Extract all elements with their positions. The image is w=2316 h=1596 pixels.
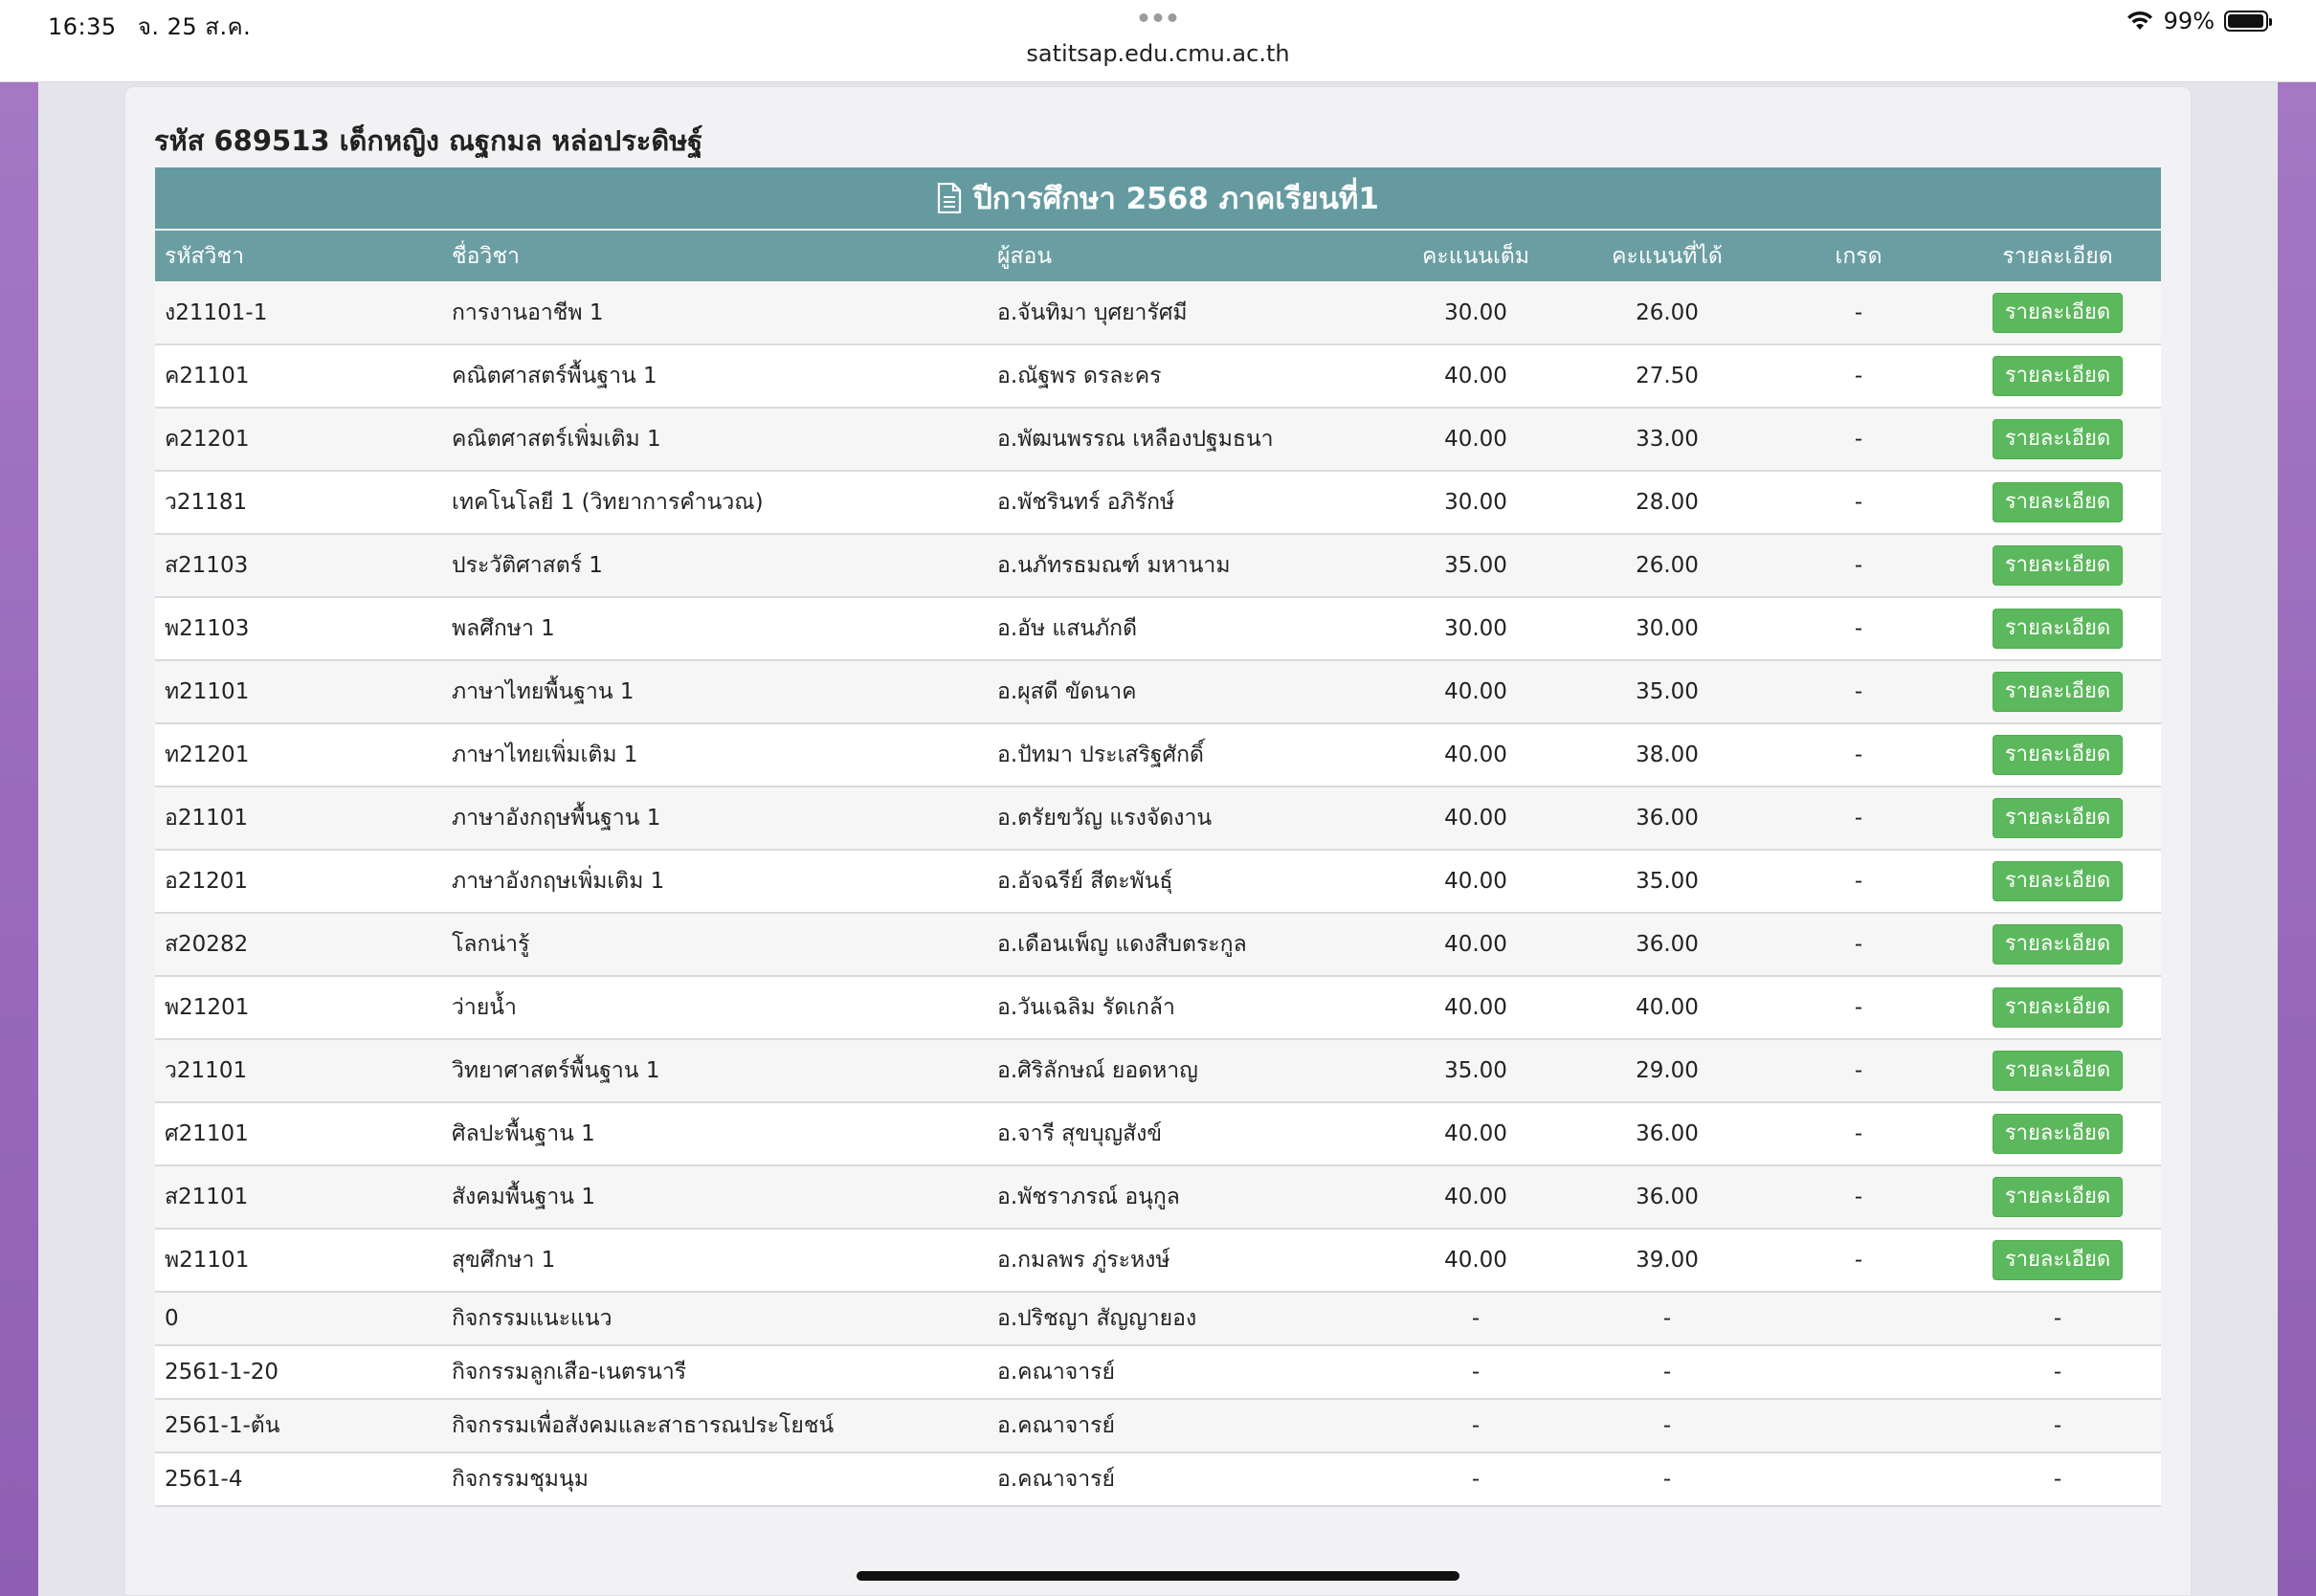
table-row	[155, 1229, 2161, 1292]
grade: -	[1854, 869, 1863, 894]
subject-code: พ21201	[165, 995, 250, 1020]
teacher-name: อ.คณาจารย์	[997, 1413, 1115, 1438]
clock-time: 16:35	[48, 13, 117, 40]
year-title: ปีการศึกษา 2568 ภาคเรียนที่1	[973, 182, 1379, 216]
obtained-score: 26.00	[1636, 553, 1699, 578]
obtained-score: 27.50	[1636, 364, 1699, 388]
obtained-score: 38.00	[1636, 743, 1699, 767]
detail-button[interactable]: รายละเอียด	[1993, 1114, 2123, 1154]
activity-row	[155, 1399, 2161, 1452]
full-score: -	[1471, 1306, 1481, 1331]
activity-row	[155, 1345, 2161, 1399]
header-teacher: ผู้สอน	[988, 230, 1380, 281]
obtained-score: 35.00	[1636, 869, 1699, 894]
grade	[1763, 1452, 1954, 1506]
subject-code: ศ21101	[165, 1121, 249, 1146]
detail-cell	[1954, 344, 2161, 408]
grades-table	[155, 229, 2161, 1507]
browser-top-bar	[0, 0, 2316, 82]
header-full-score: คะแนนเต็ม	[1380, 230, 1571, 281]
subject-name: ศิลปะพื้นฐาน 1	[452, 1121, 595, 1146]
table-row	[155, 534, 2161, 597]
header-score: คะแนนที่ได้	[1571, 230, 1763, 281]
activity-name: กิจกรรมเพื่อสังคมและสาธารณประโยชน์	[452, 1413, 835, 1438]
obtained-score: 28.00	[1636, 490, 1699, 515]
table-row	[155, 913, 2161, 976]
detail-cell	[1954, 723, 2161, 787]
full-score: 40.00	[1444, 1248, 1507, 1273]
subject-name: ว่ายน้ำ	[452, 995, 517, 1020]
subject-name: การงานอาชีพ 1	[452, 299, 604, 325]
table-header-row	[155, 230, 2161, 281]
subject-code: อ21201	[165, 869, 248, 894]
full-score: 40.00	[1444, 932, 1507, 957]
detail-cell: -	[2053, 1413, 2062, 1438]
teacher-name: อ.อัจฉรีย์ สีตะพันธุ์	[997, 869, 1173, 894]
obtained-score: -	[1662, 1306, 1672, 1331]
full-score: 40.00	[1444, 364, 1507, 388]
obtained-score: 35.00	[1636, 679, 1699, 704]
header-grade: เกรด	[1763, 230, 1954, 281]
table-row	[155, 408, 2161, 471]
activity-code: 2561-1-20	[165, 1360, 279, 1385]
table-row	[155, 660, 2161, 723]
subject-code: ว21181	[165, 490, 248, 515]
grade: -	[1854, 679, 1863, 704]
status-date: จ. 25 ส.ค.	[137, 13, 252, 40]
detail-button[interactable]: รายละเอียด	[1993, 735, 2123, 775]
year-semester-header	[155, 167, 2161, 229]
activity-name: กิจกรรมแนะแนว	[452, 1306, 612, 1331]
teacher-name: อ.กมลพร ภู่ระหงษ์	[997, 1248, 1170, 1273]
detail-cell	[1954, 597, 2161, 660]
teacher-name: อ.ตรัยขวัญ แรงจัดงาน	[997, 806, 1213, 831]
obtained-score: 33.00	[1636, 427, 1699, 452]
detail-cell	[1954, 660, 2161, 723]
grades-table-container	[155, 167, 2161, 1507]
full-score: 40.00	[1444, 1185, 1507, 1209]
obtained-score: 39.00	[1636, 1248, 1699, 1273]
obtained-score: 29.00	[1636, 1058, 1699, 1083]
teacher-name: อ.ปริชญา สัญญายอง	[997, 1306, 1197, 1331]
obtained-score: 40.00	[1636, 995, 1699, 1020]
home-indicator[interactable]	[857, 1571, 1459, 1581]
wifi-icon	[2126, 11, 2154, 32]
subject-code: ง21101-1	[165, 299, 268, 325]
grades-table-body	[155, 281, 2161, 1506]
table-row	[155, 1102, 2161, 1165]
obtained-score: 36.00	[1636, 1185, 1699, 1209]
subject-code: พ21103	[165, 616, 250, 641]
subject-code: ส21103	[165, 553, 249, 578]
subject-name: พลศึกษา 1	[452, 616, 555, 641]
grade	[1763, 1345, 1954, 1399]
activity-code: 2561-4	[165, 1467, 243, 1492]
grade: -	[1854, 1248, 1863, 1273]
detail-button[interactable]: รายละเอียด	[1993, 356, 2123, 396]
subject-code: ส21101	[165, 1185, 249, 1209]
grade: -	[1854, 490, 1863, 515]
detail-button[interactable]: รายละเอียด	[1993, 482, 2123, 522]
subject-code: ท21101	[165, 679, 250, 704]
teacher-name: อ.พัฒนพรรณ เหลืองปฐมธนา	[997, 427, 1274, 452]
detail-button[interactable]: รายละเอียด	[1993, 924, 2123, 964]
full-score: 35.00	[1444, 553, 1507, 578]
header-detail: รายละเอียด	[1954, 230, 2161, 281]
table-row	[155, 723, 2161, 787]
grade: -	[1854, 1121, 1863, 1146]
full-score: 35.00	[1444, 1058, 1507, 1083]
detail-cell: -	[2053, 1467, 2062, 1492]
teacher-name: อ.ผุสดี ขัดนาค	[997, 679, 1137, 704]
subject-name: สังคมพื้นฐาน 1	[452, 1185, 595, 1209]
subject-code: ส20282	[165, 932, 249, 957]
subject-name: วิทยาศาสตร์พื้นฐาน 1	[452, 1058, 660, 1083]
detail-cell	[1954, 787, 2161, 850]
grade: -	[1854, 743, 1863, 767]
full-score: 30.00	[1444, 616, 1507, 641]
table-row	[155, 281, 2161, 344]
teacher-name: อ.จารี สุขบุญสังข์	[997, 1121, 1163, 1146]
subject-name: คณิตศาสตร์เพิ่มเติม 1	[452, 427, 661, 452]
grade: -	[1854, 995, 1863, 1020]
table-row	[155, 344, 2161, 408]
teacher-name: อ.อัษ แสนภักดี	[997, 616, 1138, 641]
detail-button[interactable]: รายละเอียด	[1993, 1240, 2123, 1280]
subject-name: ประวัติศาสตร์ 1	[452, 553, 603, 578]
grade: -	[1854, 364, 1863, 388]
full-score: -	[1471, 1467, 1481, 1492]
teacher-name: อ.ศิริลักษณ์ ยอดหาญ	[997, 1058, 1198, 1083]
status-indicators	[2126, 8, 2268, 34]
teacher-name: อ.ปัทมา ประเสริฐศักดิ์	[997, 743, 1204, 767]
grade: -	[1854, 806, 1863, 831]
subject-name: ภาษาไทยเพิ่มเติม 1	[452, 743, 638, 767]
obtained-score: 26.00	[1636, 299, 1699, 325]
grade: -	[1854, 932, 1863, 957]
grade: -	[1854, 299, 1863, 325]
detail-button[interactable]: รายละเอียด	[1993, 545, 2123, 586]
table-row	[155, 1165, 2161, 1229]
table-row	[155, 471, 2161, 534]
obtained-score: -	[1662, 1413, 1672, 1438]
detail-button[interactable]: รายละเอียด	[1993, 1051, 2123, 1091]
detail-button[interactable]: รายละเอียด	[1993, 987, 2123, 1028]
detail-button[interactable]: รายละเอียด	[1993, 419, 2123, 459]
full-score: 40.00	[1444, 743, 1507, 767]
detail-cell: -	[2053, 1360, 2062, 1385]
obtained-score: -	[1662, 1360, 1672, 1385]
activity-row	[155, 1292, 2161, 1345]
teacher-name: อ.วันเฉลิม รัดเกล้า	[997, 995, 1175, 1020]
grade: -	[1854, 1058, 1863, 1083]
subject-name: ภาษาอังกฤษเพิ่มเติม 1	[452, 869, 665, 894]
full-score: 40.00	[1444, 806, 1507, 831]
table-row	[155, 850, 2161, 913]
table-row	[155, 976, 2161, 1039]
grade	[1763, 1399, 1954, 1452]
detail-button[interactable]: รายละเอียด	[1993, 609, 2123, 649]
document-icon	[937, 183, 962, 213]
detail-cell	[1954, 913, 2161, 976]
detail-button[interactable]: รายละเอียด	[1993, 293, 2123, 333]
battery-icon	[2224, 11, 2268, 32]
detail-cell	[1954, 976, 2161, 1039]
teacher-name: อ.คณาจารย์	[997, 1467, 1115, 1492]
more-dots-icon[interactable]	[1140, 13, 1177, 22]
detail-button[interactable]: รายละเอียด	[1993, 798, 2123, 838]
subject-code: ค21201	[165, 427, 250, 452]
url-bar[interactable]	[0, 40, 2316, 67]
detail-cell: -	[2053, 1306, 2062, 1331]
table-row	[155, 1039, 2161, 1102]
table-row	[155, 787, 2161, 850]
subject-code: ท21201	[165, 743, 250, 767]
detail-cell	[1954, 471, 2161, 534]
obtained-score: 36.00	[1636, 806, 1699, 831]
detail-cell	[1954, 1229, 2161, 1292]
grade: -	[1854, 427, 1863, 452]
subject-name: เทคโนโลยี 1 (วิทยาการคำนวณ)	[452, 490, 764, 515]
obtained-score: 36.00	[1636, 932, 1699, 957]
detail-button[interactable]: รายละเอียด	[1993, 672, 2123, 712]
full-score: 40.00	[1444, 869, 1507, 894]
teacher-name: อ.เดือนเพ็ญ แดงสืบตระกูล	[997, 932, 1247, 957]
full-score: 40.00	[1444, 679, 1507, 704]
subject-name: ภาษาอังกฤษพื้นฐาน 1	[452, 806, 661, 831]
detail-cell	[1954, 408, 2161, 471]
battery-percent: 99%	[2163, 8, 2215, 34]
full-score: 30.00	[1444, 299, 1507, 325]
activity-name: กิจกรรมลูกเสือ-เนตรนารี	[452, 1360, 687, 1385]
teacher-name: อ.จันทิมา บุศยารัศมี	[997, 299, 1188, 325]
full-score: -	[1471, 1413, 1481, 1438]
grade	[1763, 1292, 1954, 1345]
detail-cell	[1954, 850, 2161, 913]
subject-code: ค21101	[165, 364, 250, 388]
subject-code: อ21101	[165, 806, 248, 831]
teacher-name: อ.พัชราภรณ์ อนุกูล	[997, 1185, 1180, 1209]
subject-name: คณิตศาสตร์พื้นฐาน 1	[452, 364, 657, 388]
url-text: satitsap.edu.cmu.ac.th	[1026, 40, 1290, 67]
teacher-name: อ.คณาจารย์	[997, 1360, 1115, 1385]
detail-button[interactable]: รายละเอียด	[1993, 1177, 2123, 1217]
detail-cell	[1954, 534, 2161, 597]
grade: -	[1854, 553, 1863, 578]
full-score: 30.00	[1444, 490, 1507, 515]
obtained-score: 30.00	[1636, 616, 1699, 641]
activity-row	[155, 1452, 2161, 1506]
detail-cell	[1954, 1039, 2161, 1102]
detail-cell	[1954, 1165, 2161, 1229]
grade: -	[1854, 1185, 1863, 1209]
table-row	[155, 597, 2161, 660]
teacher-name: อ.ณัฐพร ดรละคร	[997, 364, 1162, 388]
student-title: รหัส 689513 เด็กหญิง ณฐกมล หล่อประดิษฐ์	[154, 124, 703, 157]
activity-code: 0	[165, 1306, 179, 1331]
subject-name: ภาษาไทยพื้นฐาน 1	[452, 679, 635, 704]
grade: -	[1854, 616, 1863, 641]
detail-button[interactable]: รายละเอียด	[1993, 861, 2123, 901]
subject-name: สุขศึกษา 1	[452, 1248, 556, 1273]
detail-cell	[1954, 281, 2161, 344]
teacher-name: อ.นภัทรธมณฑ์ มหานาม	[997, 553, 1231, 578]
full-score: -	[1471, 1360, 1481, 1385]
subject-code: พ21101	[165, 1248, 250, 1273]
full-score: 40.00	[1444, 427, 1507, 452]
header-code: รหัสวิชา	[155, 230, 442, 281]
obtained-score: -	[1662, 1467, 1672, 1492]
header-subject: ชื่อวิชา	[442, 230, 988, 281]
subject-code: ว21101	[165, 1058, 248, 1083]
teacher-name: อ.พัชรินทร์ อภิรักษ์	[997, 490, 1175, 515]
obtained-score: 36.00	[1636, 1121, 1699, 1146]
activity-code: 2561-1-ต้น	[165, 1413, 280, 1438]
full-score: 40.00	[1444, 995, 1507, 1020]
detail-cell	[1954, 1102, 2161, 1165]
full-score: 40.00	[1444, 1121, 1507, 1146]
subject-name: โลกน่ารู้	[452, 932, 530, 957]
activity-name: กิจกรรมชุมนุม	[452, 1467, 589, 1492]
